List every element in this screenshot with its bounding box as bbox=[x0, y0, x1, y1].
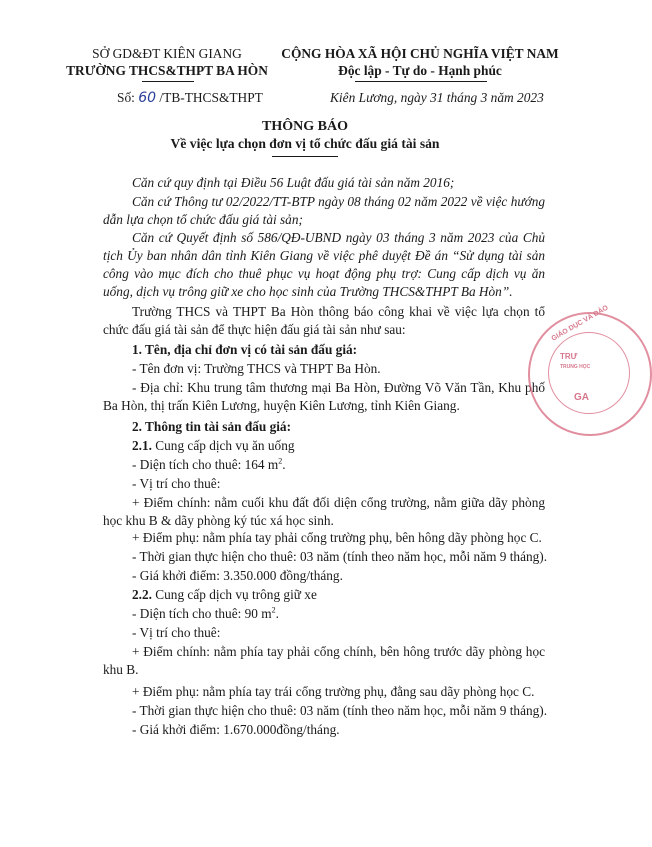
item2-number: 2.2. bbox=[132, 587, 152, 602]
basis-3: Căn cứ Quyết định số 586/QĐ-UBND ngày 03 tháng 3 năm 2023 của Chủ tịch Ủy ban nhân dân tỉnh Kiên Giang về việc phê duyệt Đề án “Sử dụng tài sản công vào mục đích cho thuê phục vụ hoạt động phụ trợ: Cung cấp dịch vụ ăn uống, dịch vụ trông giữ xe cho học sinh của Trường THCS&THPT Ba Hòn”. bbox=[103, 230, 545, 299]
seal-inner-ring bbox=[548, 332, 630, 414]
item2-area bbox=[132, 605, 279, 623]
nation-name: CỘNG HÒA XÃ HỘI CHỦ NGHĨA VIỆT NAM bbox=[281, 46, 559, 61]
motto-underline bbox=[355, 81, 487, 82]
item2-area-end: . bbox=[275, 606, 279, 621]
item2-area-label: - Diện tích cho thuê: 90 m bbox=[132, 606, 272, 621]
place-date: Kiên Lương, ngày 31 tháng 3 năm 2023 bbox=[330, 90, 544, 105]
item1-area bbox=[132, 456, 286, 474]
item2-sub-location: + Điểm phụ: nằm phía tay trái cổng trường phụ, đằng sau dãy phòng học C. bbox=[132, 684, 535, 699]
item1-area-sup: 2 bbox=[278, 456, 283, 466]
item2-duration: - Thời gian thực hiện cho thuê: 03 năm (tính theo năm học, mỗi năm 9 tháng). bbox=[132, 703, 548, 718]
school-underline bbox=[142, 81, 194, 82]
item2-location-label: - Vị trí cho thuê: bbox=[132, 625, 221, 640]
item1-duration: - Thời gian thực hiện cho thuê: 03 năm (tính theo năm học, mỗi năm 9 tháng). bbox=[132, 549, 548, 564]
title-underline bbox=[272, 156, 338, 157]
document-title: THÔNG BÁO bbox=[262, 119, 348, 134]
unit-address-line: - Địa chỉ: Khu trung tâm thương mại Ba Hòn, Đường Võ Văn Tần, Khu phố Ba Hòn, thị trấn Kiên Lương, huyện Kiên Lương, tỉnh Kiên Giang. bbox=[103, 380, 545, 413]
school-name: TRƯỜNG THCS&THPT BA HÒN bbox=[66, 63, 268, 78]
seal-text-mid: TRƯ bbox=[560, 352, 578, 361]
item1-name: Cung cấp dịch vụ ăn uống bbox=[151, 438, 295, 453]
item2-area-sup: 2 bbox=[271, 605, 276, 615]
document-subtitle: Về việc lựa chọn đơn vị tổ chức đấu giá tài sản bbox=[170, 136, 440, 151]
item2-price: - Giá khởi điểm: 1.670.000đồng/tháng. bbox=[132, 722, 340, 737]
number-prefix: Số: bbox=[117, 90, 135, 105]
item1-main-location: + Điểm chính: nằm cuối khu đất đối diện cổng trường, nằm giữa dãy phòng học khu B & dãy phòng ký túc xá học sinh. bbox=[103, 495, 545, 528]
document-number bbox=[117, 90, 263, 106]
item1-location-label: - Vị trí cho thuê: bbox=[132, 476, 221, 491]
section1-heading: 1. Tên, địa chỉ đơn vị có tài sản đấu giá: bbox=[132, 342, 358, 357]
official-seal bbox=[528, 304, 652, 436]
agency-name: SỞ GD&ĐT KIÊN GIANG bbox=[92, 46, 242, 61]
basis-1: Căn cứ quy định tại Điều 56 Luật đấu giá tài sản năm 2016; bbox=[132, 175, 455, 190]
item2-main-location: + Điểm chính: nằm phía tay phải cổng chính, bên hông trước dãy phòng học khu B. bbox=[103, 644, 545, 677]
item1-price: - Giá khởi điểm: 3.350.000 đồng/tháng. bbox=[132, 568, 343, 583]
basis-2: Căn cứ Thông tư 02/2022/TT-BTP ngày 08 tháng 02 năm 2022 về việc hướng dẫn lựa chọn tổ chức đấu giá tài sản; bbox=[103, 194, 545, 227]
unit-name-line: - Tên đơn vị: Trường THCS và THPT Ba Hòn. bbox=[132, 361, 381, 376]
national-motto: Độc lập - Tự do - Hạnh phúc bbox=[338, 63, 502, 78]
number-handwritten: 60 bbox=[138, 90, 157, 106]
number-suffix: /TB-THCS&THPT bbox=[159, 90, 263, 105]
item1-area-label: - Diện tích cho thuê: 164 m bbox=[132, 457, 279, 472]
seal-text-bottom: GA bbox=[574, 392, 589, 403]
item2-title bbox=[132, 586, 317, 604]
section2-heading: 2. Thông tin tài sản đấu giá: bbox=[132, 419, 291, 434]
item1-area-end: . bbox=[282, 457, 286, 472]
item1-sub-location: + Điểm phụ: nằm phía tay phải cổng trường phụ, bên hông dãy phòng học C. bbox=[132, 530, 542, 545]
seal-text-top: GIÁO DỤC VÀ ĐÀO bbox=[550, 304, 610, 343]
item1-number: 2.1. bbox=[132, 438, 152, 453]
seal-text-mid2: TRUNG HỌC bbox=[560, 364, 591, 370]
item1-title bbox=[132, 437, 295, 455]
intro-paragraph: Trường THCS và THPT Ba Hòn thông báo công khai về việc lựa chọn tổ chức đấu giá tài sản để thực hiện đấu giá tài sản như sau: bbox=[103, 304, 545, 337]
item2-name: Cung cấp dịch vụ trông giữ xe bbox=[151, 587, 317, 602]
